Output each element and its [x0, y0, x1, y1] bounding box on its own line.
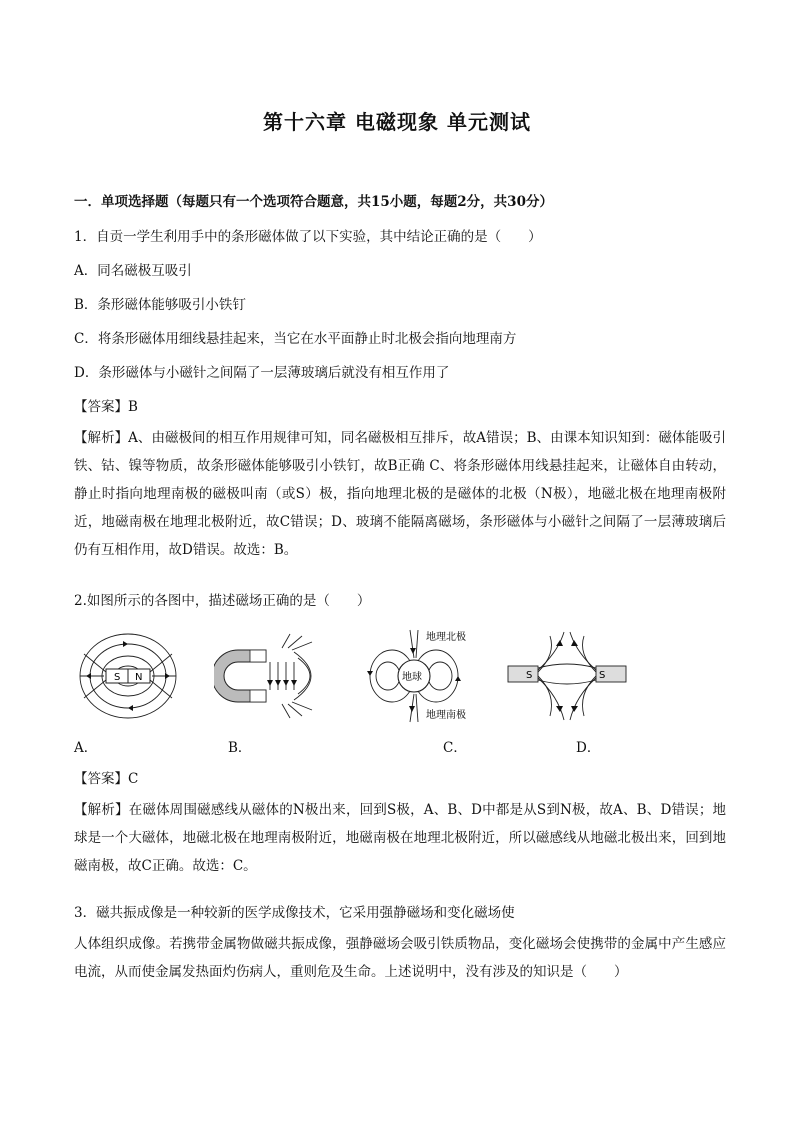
- question-1-option-c: C．将条形磁体用细线悬挂起来，当它在水平面静止时北极会指向地理南方: [74, 331, 517, 347]
- question-3-stem: 3．磁共振成像是一种较新的医学成像技术，它采用强静磁场和变化磁场使: [74, 905, 515, 921]
- question-1-answer: 【答案】B: [74, 399, 138, 415]
- figure-c-geo-south-label: 地理南极: [426, 710, 466, 721]
- figure-d-left-s-label: S: [526, 670, 533, 681]
- question-1-analysis: 【解析】A、由磁极间的相互作用规律可知，同名磁极相互排斥，故A错误；B、由课本知识知到：磁体能吸引铁、钴、镍等物质，故条形磁体能够吸引小铁钉，故B正确 C、将条形磁体用线悬挂起来，让磁体自由转动，静止时指向地理南极的磁极叫南（或S）极，指向地理北极的是磁体的北极（N极），地磁北极在地理南极附近，地磁南极在地理北极附近，故C错误；D、玻璃不能隔离磁场，条形磁体与小磁针之间隔了一层薄玻璃后仍有互相作用，故D错误。故选：B。: [74, 430, 726, 558]
- figure-a-s-label: S: [114, 672, 121, 683]
- question-1-option-d: D．条形磁体与小磁针之间隔了一层薄玻璃后就没有相互作用了: [74, 365, 450, 381]
- figure-c-earth-label: 地球: [402, 672, 422, 683]
- question-2-answer: 【答案】C: [74, 771, 139, 787]
- figure-a-n-label: N: [135, 672, 143, 683]
- question-1-option-a: A．同名磁极互吸引: [74, 263, 192, 279]
- figure-b-horseshoe-magnet: [214, 628, 330, 724]
- question-2-option-d: D．: [576, 740, 601, 756]
- figure-a-bar-magnet: [76, 628, 180, 724]
- figure-d-two-south-poles: [506, 628, 628, 724]
- figure-d-right-s-label: S: [599, 670, 606, 681]
- figure-c-earth-magnetic-field: [360, 628, 490, 724]
- figure-c-geo-north-label: 地理北极: [426, 632, 466, 643]
- question-2-analysis: 【解析】在磁体周围磁感线从磁体的N极出来，回到S极，A、B、D中都是从S到N极，故A、B、D错误；地球是一个大磁体，地磁北极在地理南极附近，地磁南极在地理北极附近，所以磁感线从地磁北极出来，回到地磁南极，故C正确。故选：C。: [74, 802, 726, 874]
- question-3-text: 人体组织成像。若携带金属物做磁共振成像，强静磁场会吸引铁质物品，变化磁场会使携带的金属中产生感应电流，从而使金属发热面灼伤病人，重则危及生命。上述说明中，没有涉及的知识是（ ）: [74, 936, 726, 980]
- question-2-stem: 2.如图所示的各图中，描述磁场正确的是（ ）: [74, 593, 371, 609]
- page-title: 第十六章 电磁现象 单元测试: [263, 110, 531, 134]
- section-heading: 一．单项选择题（每题只有一个选项符合题意，共15小题，每题2分，共30分）: [74, 194, 553, 210]
- question-2-option-a: A．: [74, 740, 98, 756]
- question-1-stem: 1．自贡一学生利用手中的条形磁体做了以下实验，其中结论正确的是（ ）: [74, 229, 542, 245]
- question-2-option-b: B．: [228, 740, 252, 756]
- question-2-option-c: C．: [443, 740, 467, 756]
- question-1-option-b: B．条形磁体能够吸引小铁钉: [74, 297, 246, 313]
